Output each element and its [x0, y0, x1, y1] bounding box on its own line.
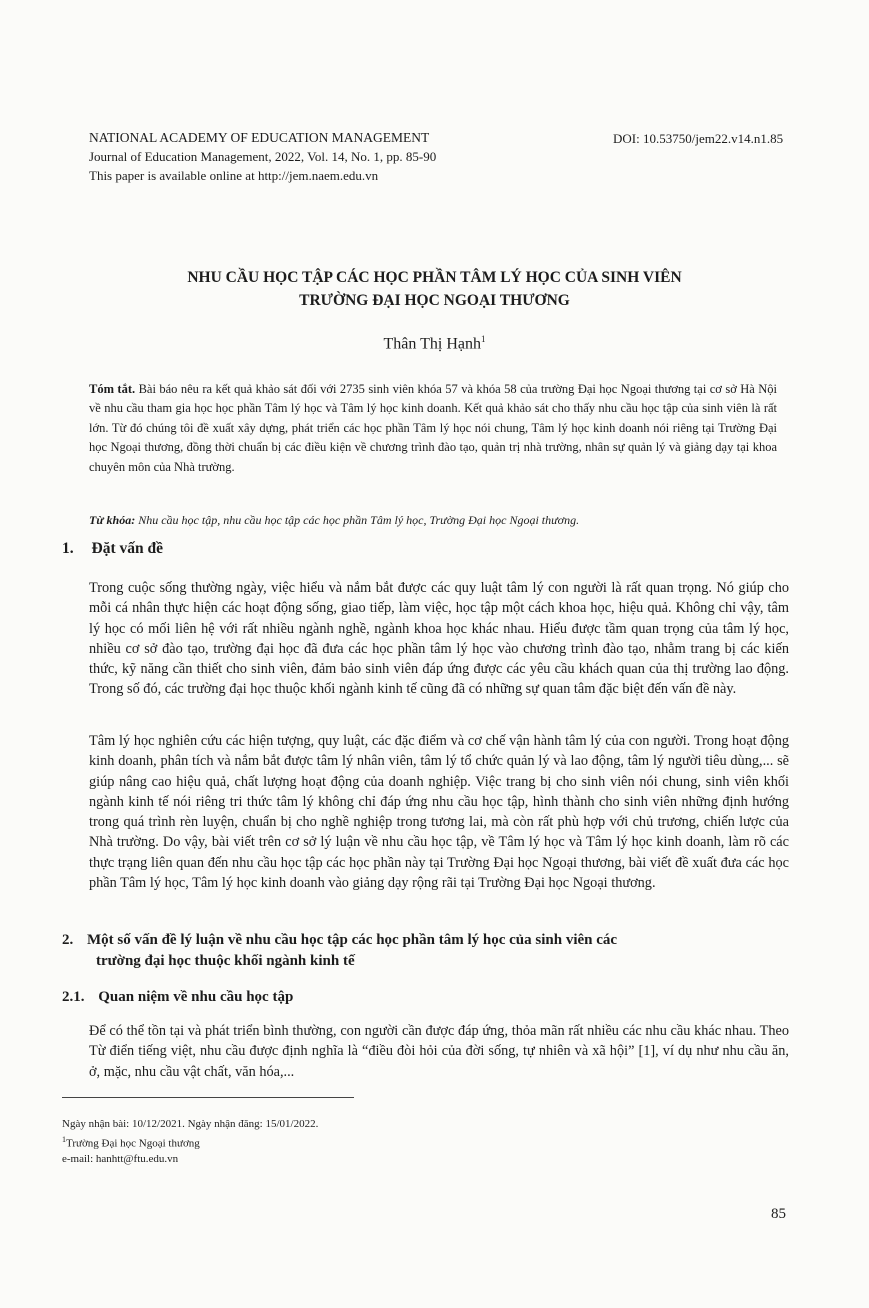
abstract-text: Bài báo nêu ra kết quả khảo sát đối với 2735 sinh viên khóa 57 và khóa 58 của trường Đại học Ngoại thương tại cơ sở Hà Nội về nhu cầu tham gia học học phần Tâm lý học và Tâm lý học kinh doanh. Kết quả khảo sát cho thấy nhu cầu học tập của sinh viên là rất lớn. Từ đó chúng tôi đề xuất xây dựng, phát triển các học phần Tâm lý học nói chung, Tâm lý học kinh doanh nói riêng tại Trường Đại học Ngoại thương, đồng thời chuẩn bị các điều kiện về chương trình đào tạo, quản trị nhà trường, nhân sự quản lý và giảng dạy tại khoa chuyên môn của Nhà trường.: [89, 382, 777, 474]
section-1-body-2: [89, 731, 789, 893]
availability-note: This paper is available online at http://jem.naem.edu.vn: [89, 168, 379, 183]
section-1-heading: [62, 540, 163, 558]
footnote-divider: [62, 1097, 354, 1098]
section-2-1-body: [89, 1021, 789, 1082]
author-affil-mark: 1: [480, 334, 486, 344]
footnotes: [62, 1117, 318, 1167]
page-number: 85: [771, 1206, 786, 1222]
section-1-title: Đặt vấn đề: [91, 540, 163, 557]
footnote-dates: Ngày nhận bài: 10/12/2021. Ngày nhận đăng: 15/01/2022.: [62, 1118, 319, 1130]
section-1-number: 1.: [62, 540, 74, 557]
title-line-1: NHU CẦU HỌC TẬP CÁC HỌC PHẦN TÂM LÝ HỌC CỦA SINH VIÊN: [187, 269, 682, 286]
section-2-1-paragraph-1: Để có thể tồn tại và phát triển bình thường, con người cần được đáp ứng, thỏa mãn rất nhiều các nhu cầu khác nhau. Theo Từ điển tiếng việt, nhu cầu được định nghĩa là “điều đòi hỏi của đời sống, tự nhiên và xã hội” [1], ví dụ như nhu cầu ăn, ở, mặc, nhu cầu vật chất, văn hóa,...: [89, 1023, 789, 1080]
paper-title: [0, 266, 869, 312]
section-2-1-number: 2.1.: [62, 989, 85, 1005]
section-1-paragraph-2: Tâm lý học nghiên cứu các hiện tượng, quy luật, các đặc điểm và cơ chế vận hành tâm lý của con người. Trong hoạt động kinh doanh, phân tích và nắm bắt được tâm lý nhân viên, tâm lý tổ chức quản lý và lao động, tâm lý người tiêu dùng,... sẽ giúp nâng cao hiệu quả, chất lượng hoạt động của doanh nghiệp. Việc trang bị cho sinh viên nói chung, sinh viên khối ngành kinh tế nói riêng tri thức tâm lý không chỉ đáp ứng nhu cầu học tập, hình thành cho sinh viên những định hướng trong quá trình rèn luyện, chuẩn bị cho nghề nghiệp trong tương lai, mà còn rất phù hợp với chủ trương, chiến lược của Nhà trường. Do vậy, bài viết trên cơ sở lý luận về nhu cầu học tập, về Tâm lý học và Tâm lý học kinh doanh, làm rõ các thực trạng liên quan đến nhu cầu học tập các học phần này tại Trường Đại học Ngoại thương, bài viết đề xuất đưa các học phần Tâm lý học, Tâm lý học kinh doanh vào giảng dạy rộng rãi tại Trường Đại học Ngoại thương.: [89, 733, 789, 892]
doi: DOI: 10.53750/jem22.v14.n1.85: [613, 131, 784, 146]
section-1-paragraph-1: Trong cuộc sống thường ngày, việc hiểu và nắm bắt được các quy luật tâm lý con người là rất quan trọng. Nó giúp cho mỗi cá nhân thực hiện các hoạt động sống, giao tiếp, làm việc, học tập một cách khoa học, hiệu quả. Không chỉ vậy, tâm lý học có mối liên hệ với rất nhiều ngành nghề, ngành khoa học khác nhau. Hiểu được tầm quan trọng của tâm lý học, nhiều cơ sở đào tạo, trường đại học đã đưa các học phần tâm lý học vào chương trình đào tạo, nhằm trang bị các kiến thức, kỹ năng cần thiết cho sinh viên, đảm bảo sinh viên đáp ứng được các yêu cầu khách quan của thị trường lao động. Trong số đó, các trường đại học thuộc khối ngành kinh tế cũng đã có những sự quan tâm đặc biệt đến vấn đề này.: [89, 580, 789, 698]
author-name: Thân Thị Hạnh: [383, 335, 481, 353]
institution-name: NATIONAL ACADEMY OF EDUCATION MANAGEMENT: [89, 130, 430, 145]
section-1-body: [89, 578, 789, 700]
keywords: [89, 513, 777, 528]
footnote-affiliation: [62, 1132, 318, 1152]
footnote-affil-text: Trường Đại học Ngoại thương: [66, 1137, 200, 1150]
section-2-number: 2.: [62, 932, 74, 948]
footnote-affil-mark: 1: [62, 1135, 66, 1144]
section-2-1-title: Quan niệm về nhu cầu học tập: [98, 989, 294, 1005]
title-line-2: TRƯỜNG ĐẠI HỌC NGOẠI THƯƠNG: [299, 292, 570, 309]
abstract-label: Tóm tắt.: [89, 382, 136, 396]
keywords-label: Từ khóa:: [89, 513, 136, 527]
keywords-text: Nhu cầu học tập, nhu cầu học tập các học phần Tâm lý học, Trường Đại học Ngoại thương.: [138, 513, 580, 527]
journal-header: [89, 128, 436, 185]
section-2-title-line-2: trường đại học thuộc khối ngành kinh tế: [96, 953, 355, 969]
section-2-title-line-1: Một số vấn đề lý luận về nhu cầu học tập các học phần tâm lý học của sinh viên các: [87, 932, 618, 948]
section-2-1-heading: [62, 987, 293, 1008]
author: [0, 334, 869, 353]
abstract: [89, 380, 777, 477]
section-2-heading: [62, 930, 802, 972]
journal-citation: Journal of Education Management, 2022, Vol. 14, No. 1, pp. 85-90: [89, 149, 437, 164]
footnote-email: e-mail: hanhtt@ftu.edu.vn: [62, 1152, 179, 1165]
